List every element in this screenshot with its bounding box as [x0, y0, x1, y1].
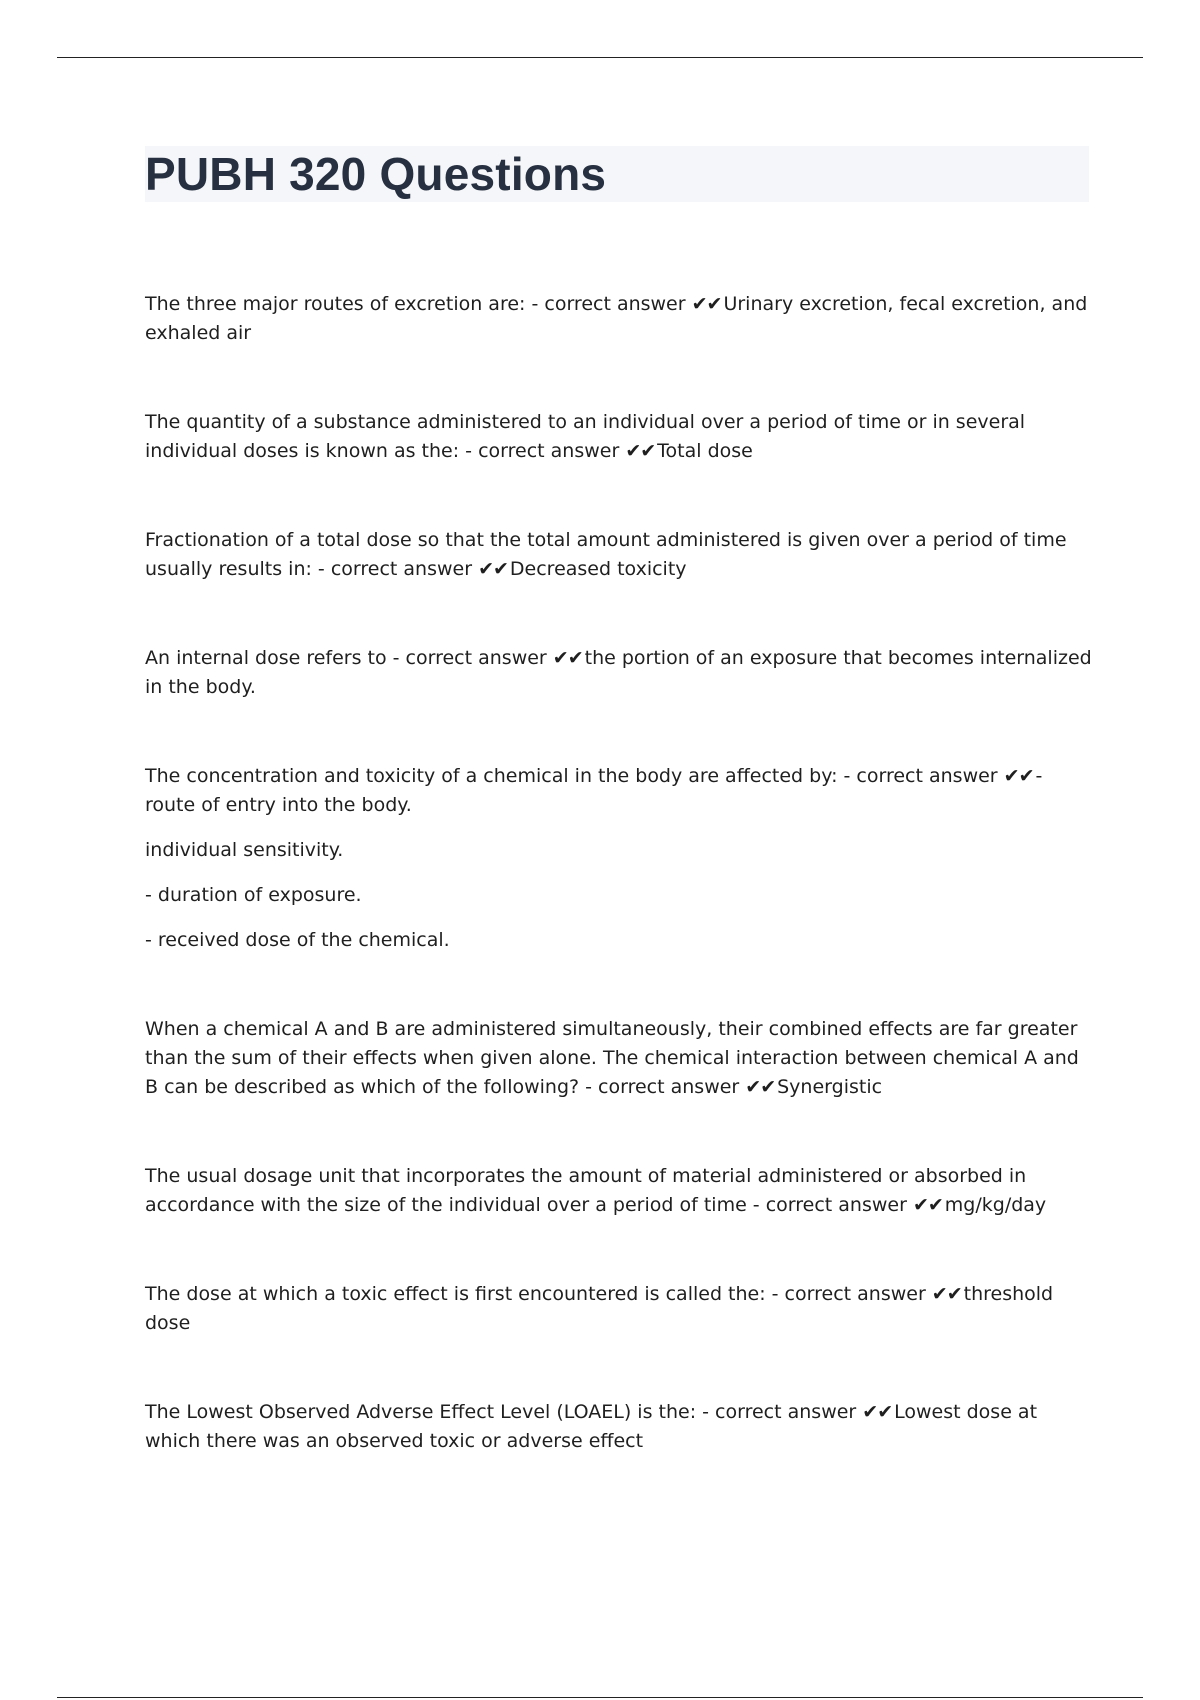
double-check-icon: ✔✔	[625, 440, 656, 462]
double-check-icon: ✔✔	[691, 293, 722, 315]
double-check-icon: ✔✔	[931, 1283, 962, 1305]
double-check-icon: ✔✔	[745, 1076, 776, 1098]
question-text	[145, 1162, 1095, 1220]
question-text	[145, 1015, 1095, 1102]
answer-text: Decreased toxicity	[509, 558, 687, 580]
question-prompt: The dose at which a toxic effect is first encountered is called the: - correct answer	[145, 1283, 932, 1305]
answer-line: individual sensitivity.	[145, 839, 344, 861]
question-item	[145, 1162, 1095, 1220]
answer-text: Lowest dose at which there was an observed toxic or adverse effect	[145, 1401, 1038, 1452]
question-text	[145, 290, 1095, 348]
question-prompt: The Lowest Observed Adverse Effect Level (LOAEL) is the: - correct answer	[145, 1401, 863, 1423]
question-prompt: When a chemical A and B are administered simultaneously, their combined effects are far greater than the sum of their effects when given alone. The chemical interaction between chemical A and B can be described as which of the following? - correct answer	[145, 1018, 1079, 1098]
answer-text: Total dose	[657, 440, 753, 462]
answer-text: Synergistic	[777, 1076, 883, 1098]
question-text	[145, 526, 1095, 584]
question-prompt: The usual dosage unit that incorporates the amount of material administered or absorbed in accordance with the size of the individual over a period of time - correct answer	[145, 1165, 1027, 1216]
answer-text: the portion of an exposure that becomes internalized in the body.	[145, 647, 1092, 698]
question-prompt: The quantity of a substance administered to an individual over a period of time or in several individual doses is known as the: - correct answer	[145, 411, 1026, 462]
question-item	[145, 1015, 1095, 1102]
question-prompt: The concentration and toxicity of a chemical in the body are affected by: - correct answer	[145, 765, 1004, 787]
answer-text: mg/kg/day	[944, 1194, 1047, 1216]
question-item	[145, 1280, 1095, 1338]
answer-text: - route of entry into the body.	[145, 765, 1043, 816]
question-text	[145, 1280, 1095, 1338]
question-item	[145, 644, 1095, 702]
question-item	[145, 1398, 1095, 1456]
bottom-divider	[57, 1697, 1143, 1698]
question-text	[145, 408, 1095, 466]
question-text	[145, 644, 1095, 702]
question-prompt: Fractionation of a total dose so that the total amount administered is given over a period of time usually results in: - correct answer	[145, 529, 1067, 580]
double-check-icon: ✔✔	[478, 558, 508, 580]
question-text	[145, 762, 1095, 820]
question-list	[145, 290, 1095, 1516]
answer-text: threshold dose	[145, 1283, 1054, 1334]
question-item	[145, 526, 1095, 584]
question-text	[145, 1398, 1095, 1456]
double-check-icon: ✔✔	[862, 1401, 893, 1423]
question-prompt: An internal dose refers to - correct answer	[145, 647, 553, 669]
answer-text: Urinary excretion, fecal excretion, and exhaled air	[145, 293, 1088, 344]
double-check-icon: ✔✔	[552, 647, 583, 669]
answer-line: - duration of exposure.	[145, 884, 362, 906]
question-item	[145, 408, 1095, 466]
page-title: PUBH 320 Questions	[145, 148, 607, 200]
answer-line: - received dose of the chemical.	[145, 929, 450, 951]
question-item	[145, 762, 1095, 955]
top-divider	[57, 57, 1143, 58]
question-prompt: The three major routes of excretion are: - correct answer	[145, 293, 692, 315]
double-check-icon: ✔✔	[1003, 765, 1034, 787]
double-check-icon: ✔✔	[912, 1194, 943, 1216]
question-item	[145, 290, 1095, 348]
